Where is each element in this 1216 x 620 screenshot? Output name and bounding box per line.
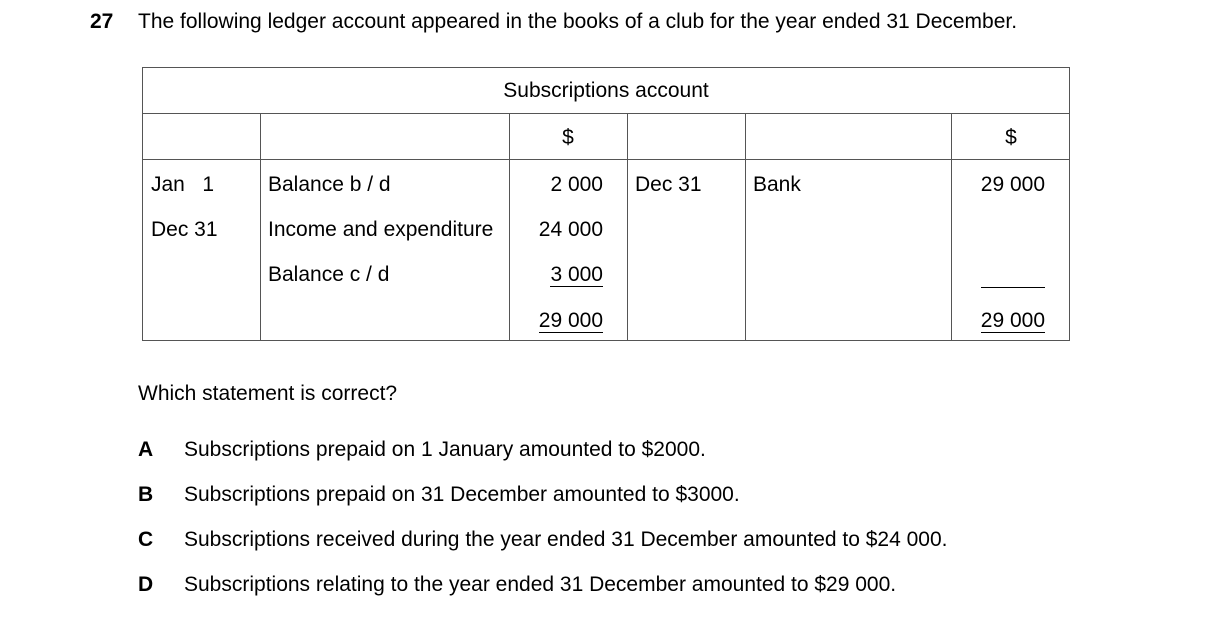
ledger-account-table: [142, 67, 1070, 341]
option-c-letter[interactable]: C: [138, 528, 154, 551]
debit-amount: 24 000: [538, 218, 603, 241]
header-row-divider: [143, 159, 1069, 160]
column-divider: [260, 114, 261, 340]
column-divider: [745, 114, 746, 340]
option-a-text[interactable]: Subscriptions prepaid on 1 January amounted to $2000.: [184, 438, 706, 461]
column-divider: [627, 114, 628, 340]
debit-date: Jan 1: [151, 173, 215, 196]
debit-amount: 2 000: [550, 173, 603, 196]
debit-total: 29 000: [538, 309, 603, 332]
debit-amount: 3 000: [550, 263, 603, 286]
option-d-letter[interactable]: D: [138, 573, 154, 596]
question-number: 27: [90, 10, 114, 33]
option-b-text[interactable]: Subscriptions prepaid on 31 December amounted to $3000.: [184, 483, 740, 506]
credit-details: Bank: [753, 173, 801, 196]
credit-amount: 29 000: [980, 173, 1045, 196]
option-d-text[interactable]: Subscriptions relating to the year ended 31 December amounted to $29 000.: [184, 573, 897, 596]
debit-details: Balance b / d: [268, 173, 391, 196]
option-b-letter[interactable]: B: [138, 483, 154, 506]
credit-total: 29 000: [980, 309, 1045, 332]
question-prompt: Which statement is correct?: [138, 382, 398, 405]
credit-blank-rule: [981, 287, 1045, 288]
debit-details: Income and expenditure: [268, 218, 494, 241]
option-a-letter[interactable]: A: [138, 438, 154, 461]
question-text: The following ledger account appeared in the books of a club for the year ended 31 December.: [138, 10, 1018, 33]
ledger-title: Subscriptions account: [143, 68, 1069, 114]
credit-currency-header: $: [1005, 126, 1017, 149]
debit-date: Dec 31: [151, 218, 218, 241]
debit-details: Balance c / d: [268, 263, 390, 286]
credit-date: Dec 31: [635, 173, 702, 196]
option-c-text[interactable]: Subscriptions received during the year ended 31 December amounted to $24 000.: [184, 528, 948, 551]
debit-currency-header: $: [562, 126, 574, 149]
